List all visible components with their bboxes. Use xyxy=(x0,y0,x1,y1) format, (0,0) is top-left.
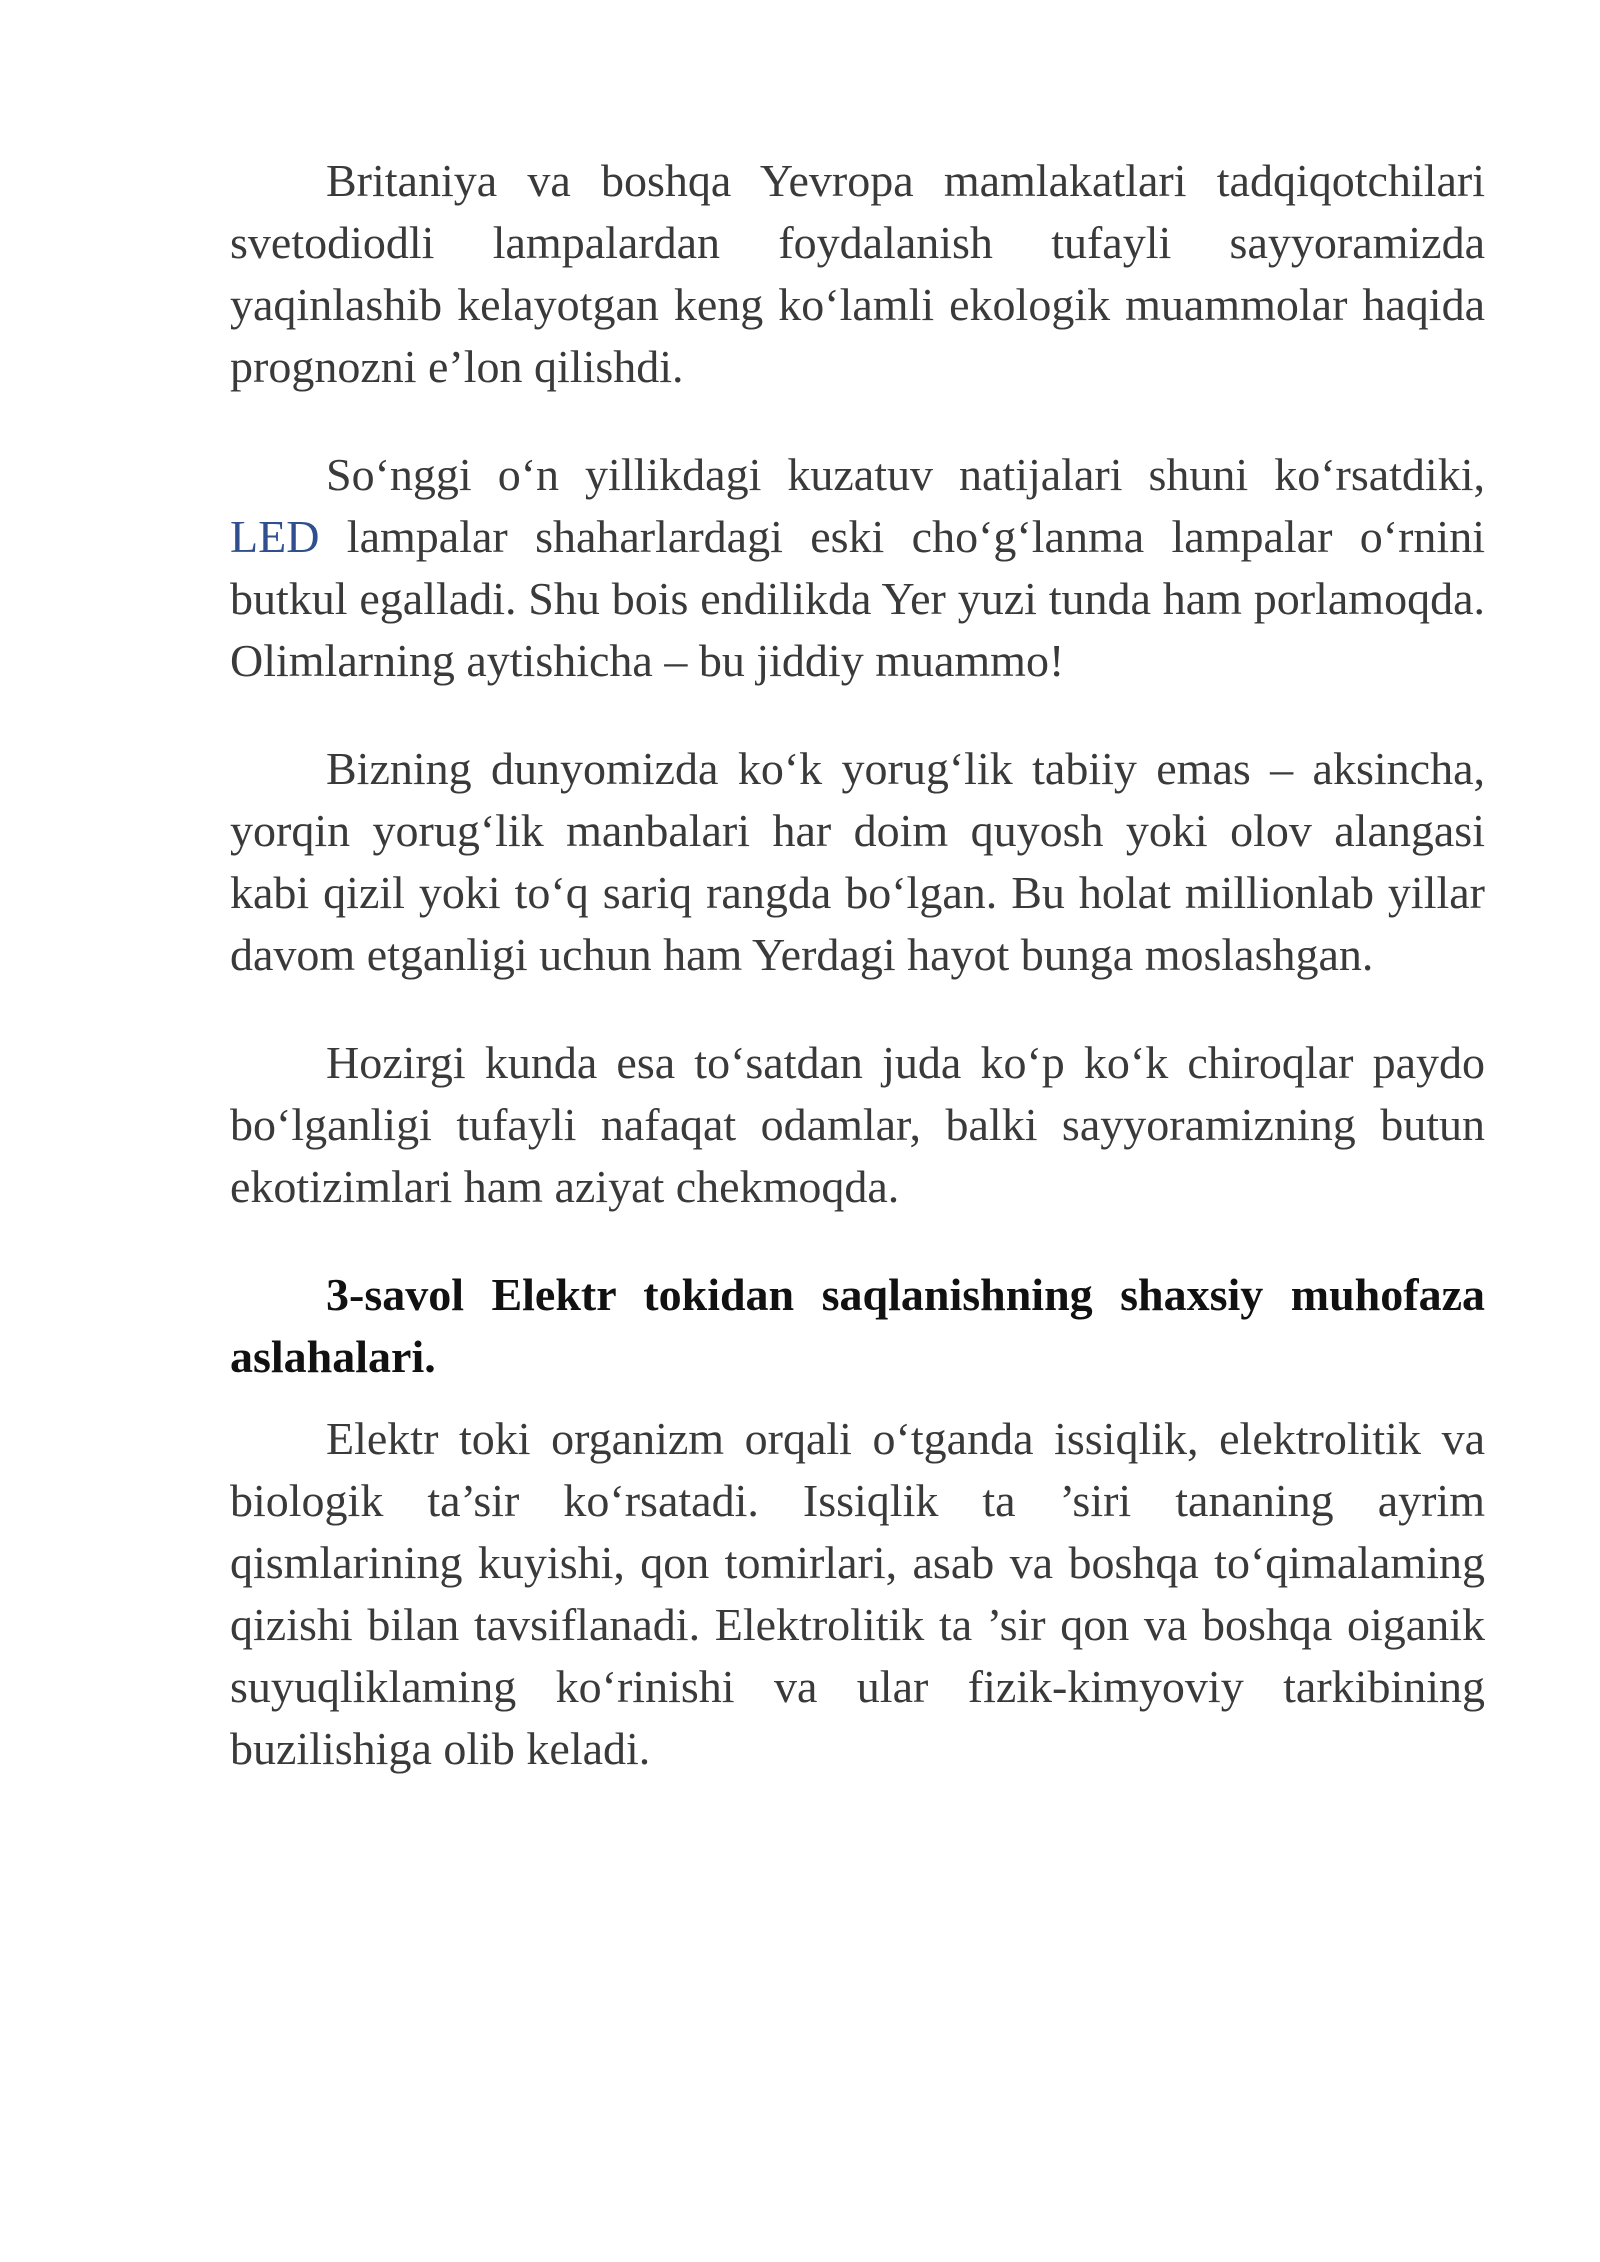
paragraph-2 xyxy=(230,444,1485,692)
document-page xyxy=(230,150,1485,1800)
paragraph-4: Hozirgi kunda esa to‘satdan juda ko‘p ko‘k chiroqlar paydo bo‘lganligi tufayli nafaqat odamlar, balki sayyoramizning butun ekotizimlari ham aziyat chekmoqda. xyxy=(230,1037,1485,1212)
led-link[interactable]: LED xyxy=(230,511,320,562)
paragraph-2-text-start: So‘nggi o‘n yillikdagi kuzatuv natijalari shuni ko‘rsatdiki, xyxy=(326,449,1485,500)
paragraph-2-text-end: lampalar shaharlardagi eski cho‘g‘lanma lampalar o‘rnini butkul egalladi. Shu bois endilikda Yer yuzi tunda ham porlamoqda. Olimlarning aytishicha – bu jiddiy muammo! xyxy=(230,511,1485,686)
paragraph-5: Elektr toki organizm orqali o‘tganda issiqlik, elektrolitik va biologik ta’sir ko‘rsatadi. Issiqlik ta ’siri tananing ayrim qismlarining kuyishi, qon tomirlari, asab va boshqa to‘qimalaming qizishi bilan tavsiflanadi. Elektrolitik ta ’sir qon va boshqa oiganik suyuqliklaming ko‘rinishi va ular fizik-kimyoviy tarkibining buzilishiga olib keladi. xyxy=(230,1413,1485,1774)
section-heading: 3-savol Elektr tokidan saqlanishning shaxsiy muhofaza aslahalari. xyxy=(230,1269,1485,1382)
paragraph-1: Britaniya va boshqa Yevropa mamlakatlari tadqiqotchilari svetodiodli lampalardan foydalanish tufayli sayyoramizda yaqinlashib kelayotgan keng ko‘lamli ekologik muammolar haqida prognozni e’lon qilishdi. xyxy=(230,155,1485,392)
paragraph-3: Bizning dunyomizda ko‘k yorug‘lik tabiiy emas – aksincha, yorqin yorug‘lik manbalari har doim quyosh yoki olov alangasi kabi qizil yoki to‘q sariq rangda bo‘lgan. Bu holat millionlab yillar davom etganligi uchun ham Yerdagi hayot bunga moslashgan. xyxy=(230,743,1485,980)
